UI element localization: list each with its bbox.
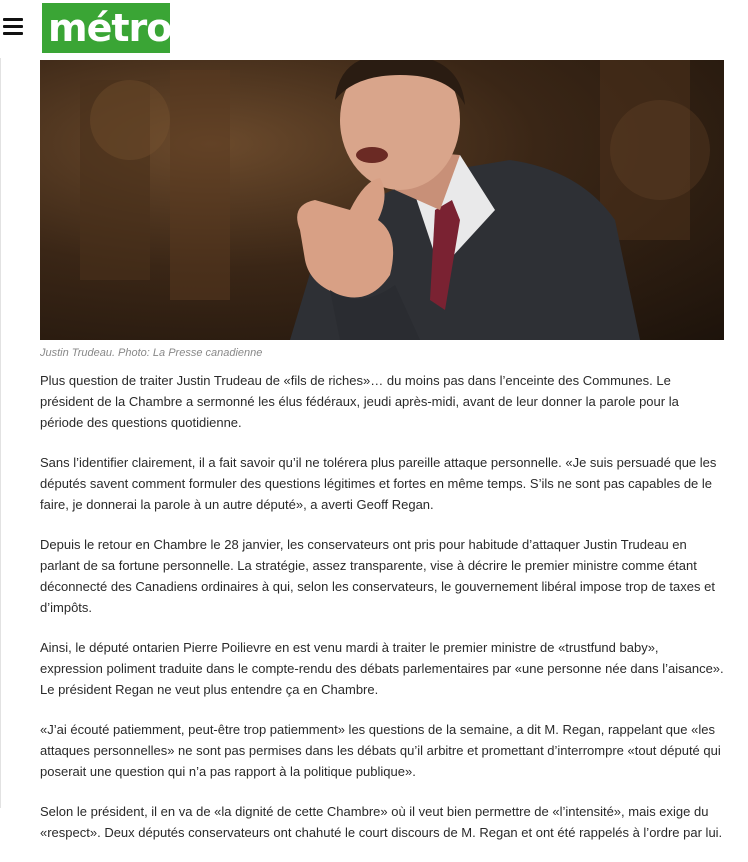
article-photo — [40, 60, 724, 340]
top-bar — [0, 0, 748, 58]
hamburger-menu-icon[interactable] — [3, 18, 23, 36]
article-paragraph-4: Ainsi, le député ontarien Pierre Poilievre en est venu mardi à traiter le premier ministre de «trustfund baby», expression poliment traduite dans le compte-rendu des débats parlementaires par «une personne née dans l’aisance». Le président Regan ne veut plus entendre ça en Chambre. — [40, 640, 724, 697]
article-paragraph-2: Sans l’identifier clairement, il a fait savoir qu’il ne tolérera plus pareille attaque personnelle. «Je suis persuadé que les députés savent comment formuler des questions légitimes et fortes en même temps. S’ils ne sont pas capables de le faire, je donnerai la parole à un autre député», a averti Geoff Regan. — [40, 455, 717, 512]
article-paragraph-3: Depuis le retour en Chambre le 28 janvier, les conservateurs ont pris pour habitude d’attaquer Justin Trudeau en parlant de sa fortune personnelle. La stratégie, assez transparente, vise à décrire le premier ministre comme étant déconnecté des Canadiens ordinaires à qui, selon les conservateurs, le gouvernement libéral impose trop de taxes et d’impôts. — [40, 537, 715, 615]
article-paragraph-1: Plus question de traiter Justin Trudeau de «fils de riches»… du moins pas dans l’enceinte des Communes. Le président de la Chambre a sermonné les élus fédéraux, jeudi après-midi, avant de leur donner la parole pour la période des questions quotidienne. — [40, 373, 679, 430]
logo-text: métro — [48, 6, 172, 50]
article-body — [40, 370, 724, 862]
article-paragraph-5: «J’ai écouté patiemment, peut-être trop patiemment» les questions de la semaine, a dit M. Regan, rappelant que «les attaques personnelles» ne sont pas permises dans les débats qu’il arbitre et promettant d’interrompre «tout député qui poserait une question qui n’a pas rapport à la politique publique». — [40, 722, 721, 779]
article-paragraph-6: Selon le président, il en va de «la dignité de cette Chambre» où il veut bien permettre de «l’intensité», mais exige du «respect». Deux députés conservateurs ont chahuté le court discours de M. Regan et ont été rappelés à l’ordre par lui. — [40, 804, 723, 840]
left-divider — [0, 58, 1, 808]
metro-logo[interactable] — [42, 3, 170, 53]
photo-illustration — [40, 60, 724, 340]
photo-caption: Justin Trudeau. Photo: La Presse canadienne — [40, 347, 263, 359]
